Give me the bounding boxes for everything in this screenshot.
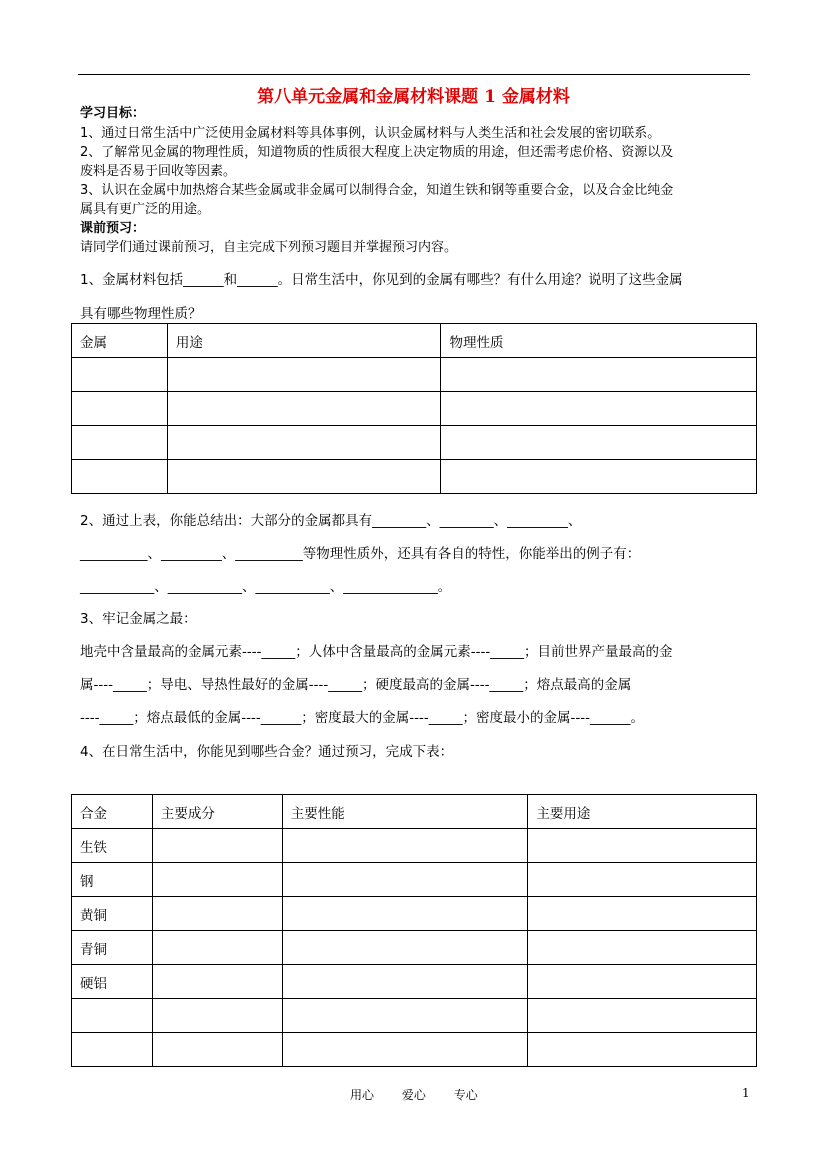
table-cell[interactable] [441, 460, 757, 494]
table-header-cell: 用途 [167, 324, 441, 358]
question-2-line: ___________、___________、___________、______________。 [80, 579, 452, 595]
footer-text: 专心 [453, 1088, 478, 1102]
footer-text: 用心 [350, 1088, 375, 1102]
alloy-name-cell: 硬铝 [72, 965, 153, 999]
question-3-heading: 3、牢记金属之最： [80, 611, 197, 627]
table-cell[interactable] [528, 1033, 757, 1067]
table-cell[interactable] [528, 931, 757, 965]
table-header-cell: 物理性质 [441, 324, 757, 358]
table-header-cell: 合金 [72, 795, 153, 829]
header-rule [78, 74, 750, 75]
table-cell[interactable] [282, 829, 528, 863]
table-cell[interactable] [167, 426, 441, 460]
preview-intro: 请同学们通过课前预习，自主完成下列预习题目并掌握预习内容。 [80, 240, 458, 255]
table-header-cell: 主要性能 [282, 795, 528, 829]
table-cell[interactable] [152, 931, 282, 965]
table-cell[interactable] [282, 863, 528, 897]
table-cell[interactable] [282, 897, 528, 931]
objectives-heading: 学习目标： [80, 106, 146, 121]
alloy-name-cell[interactable] [72, 1033, 153, 1067]
alloy-name-cell[interactable] [72, 999, 153, 1033]
question-4-line: 4、在日常生活中，你能见到哪些合金？通过预习，完成下表： [80, 744, 454, 760]
table-cell[interactable] [72, 460, 168, 494]
table-cell[interactable] [441, 426, 757, 460]
table-row [72, 460, 757, 494]
table-cell[interactable] [152, 1033, 282, 1067]
alloy-name-cell: 青铜 [72, 931, 153, 965]
table-cell[interactable] [528, 999, 757, 1033]
table-row [72, 829, 757, 863]
question-3-line: 地壳中含量最高的金属元素----_____；人体中含量最高的金属元素----_____；目前世界产量最高的金 [80, 644, 673, 660]
table-cell[interactable] [152, 863, 282, 897]
objective-line: 2、了解常见金属的物理性质，知道物质的性质很大程度上决定物质的用途，但还需考虑价格、资源以及 [80, 145, 674, 160]
table-row [72, 897, 757, 931]
objective-line: 废料是否易于回收等因素。 [80, 164, 237, 179]
table-cell[interactable] [167, 460, 441, 494]
question-3-line: 属----_____；导电、导热性最好的金属----_____；硬度最高的金属----_____；熔点最高的金属 [80, 677, 632, 693]
table-row [72, 863, 757, 897]
table-row [72, 1033, 757, 1067]
table-cell[interactable] [152, 897, 282, 931]
alloy-name-cell: 黄铜 [72, 897, 153, 931]
table-cell[interactable] [152, 965, 282, 999]
table-header-cell: 金属 [72, 324, 168, 358]
table-row [72, 392, 757, 426]
table-header-row [72, 324, 757, 358]
table-row [72, 358, 757, 392]
table-row [72, 999, 757, 1033]
page-title: 第八单元金属和金属材料课题 1 金属材料 [257, 87, 570, 107]
table-cell[interactable] [167, 358, 441, 392]
table-cell[interactable] [441, 358, 757, 392]
table-cell[interactable] [72, 358, 168, 392]
table-header-cell: 主要用途 [528, 795, 757, 829]
table-cell[interactable] [72, 392, 168, 426]
footer-text: 爱心 [401, 1088, 426, 1102]
page-number: 1 [742, 1086, 750, 1100]
table-cell[interactable] [282, 965, 528, 999]
question-3-line: ----_____；熔点最低的金属----______；密度最大的金属----_____；密度最小的金属----______。 [80, 710, 644, 726]
table-cell[interactable] [282, 931, 528, 965]
table-header-row [72, 795, 757, 829]
table-cell[interactable] [528, 829, 757, 863]
table-cell[interactable] [441, 392, 757, 426]
table-row [72, 965, 757, 999]
alloy-name-cell: 生铁 [72, 829, 153, 863]
objective-line: 3、认识在金属中加热熔合某些金属或非金属可以制得合金，知道生铁和钢等重要合金，以及合金比纯金 [80, 183, 674, 198]
page-footer [350, 1086, 502, 1103]
table-cell[interactable] [528, 863, 757, 897]
objective-line: 属具有更广泛的用途。 [80, 202, 211, 217]
table-cell[interactable] [152, 829, 282, 863]
table-cell[interactable] [282, 999, 528, 1033]
table-cell[interactable] [528, 897, 757, 931]
metals-table [71, 323, 757, 494]
table-cell[interactable] [72, 426, 168, 460]
table-header-cell: 主要成分 [152, 795, 282, 829]
table-cell[interactable] [152, 999, 282, 1033]
table-cell[interactable] [282, 1033, 528, 1067]
objective-line: 1、通过日常生活中广泛使用金属材料等具体事例，认识金属材料与人类生活和社会发展的密切联系。 [80, 126, 661, 141]
question-2-line: 2、通过上表，你能总结出：大部分的金属都具有________、________、_________、 [80, 513, 582, 529]
preview-heading: 课前预习： [80, 221, 146, 236]
table-cell[interactable] [528, 965, 757, 999]
question-2-line: __________、_________、__________等物理性质外，还具有各自的特性，你能举出的例子有： [80, 546, 641, 562]
table-cell[interactable] [167, 392, 441, 426]
table-row [72, 931, 757, 965]
question-1-line: 具有哪些物理性质？ [80, 306, 202, 322]
alloys-table [71, 794, 757, 1067]
alloy-name-cell: 钢 [72, 863, 153, 897]
question-1-line: 1、金属材料包括______和______。日常生活中，你见到的金属有哪些？有什么用途？说明了这些金属 [80, 272, 683, 288]
table-row [72, 426, 757, 460]
